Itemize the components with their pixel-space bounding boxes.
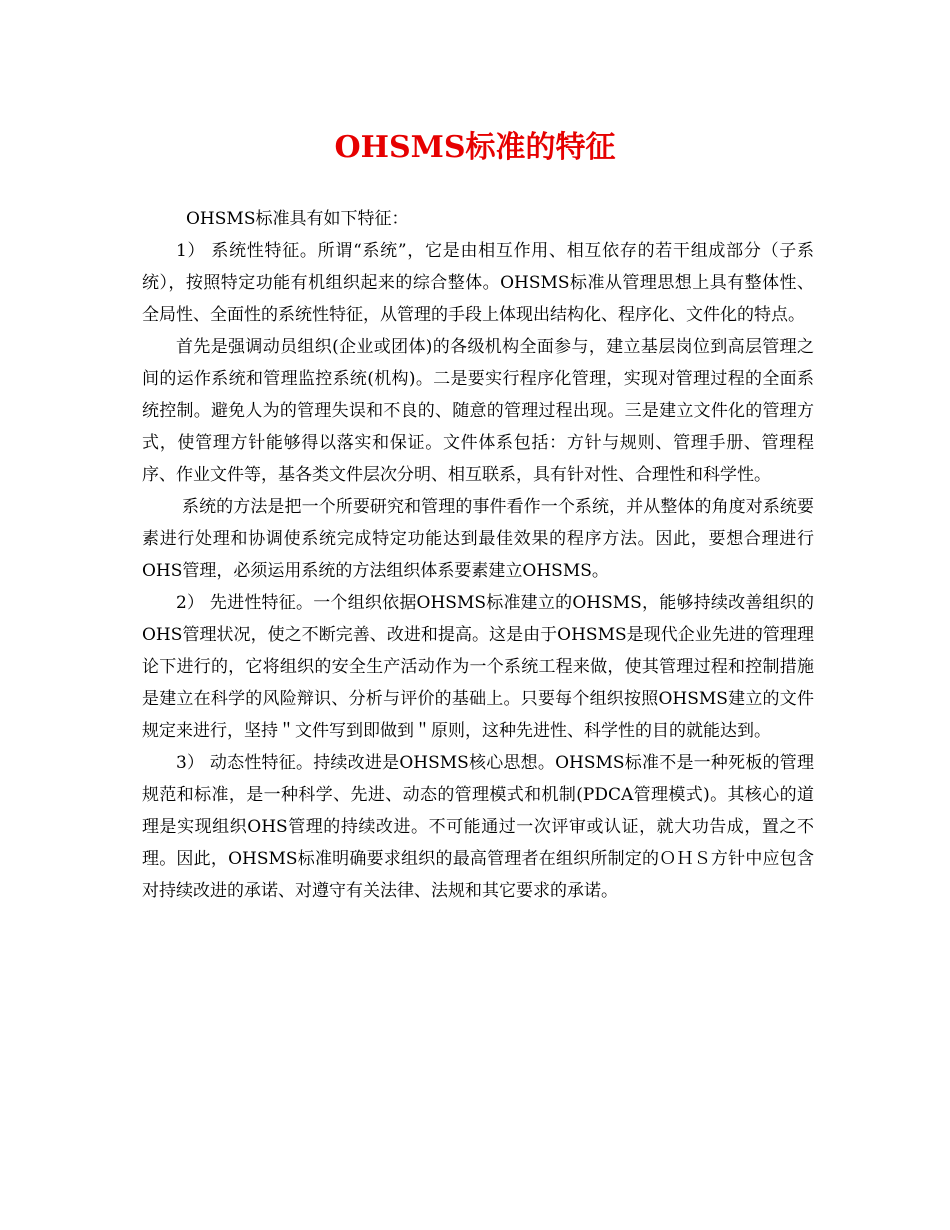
feature-1-detail-paragraph: 首先是强调动员组织(企业或团体)的各级机构全面参与，建立基层岗位到高层管理之间的运作系统和管理监控系统(机构)。二是要实行程序化管理，实现对管理过程的全面系统控制。避免人为的管理失误和不良的、随意的管理过程出现。三是建立文件化的管理方式，使管理方针能够得以落实和保证。文件体系包括：方针与规则、管理手册、管理程序、作业文件等，基各类文件层次分明、相互联系，具有针对性、合理性和科学性。 <box>142 337 814 485</box>
feature-3-paragraph: 3） 动态性特征。持续改进是OHSMS核心思想。OHSMS标准不是一种死板的管理规范和标准，是一种科学、先进、动态的管理模式和机制(PDCA管理模式)。其核心的道理是实现组织OHS管理的持续改进。不可能通过一次评审或认证，就大功告成，置之不理。因此，OHSMS标准明确要求组织的最高管理者在组织所制定的ＯＨＳ方针中应包含对持续改进的承诺、对遵守有关法律、法规和其它要求的承诺。 <box>142 753 814 901</box>
feature-1-paragraph: 1） 系统性特征。所谓“系统”，它是由相互作用、相互依存的若干组成部分（子系统），按照特定功能有机组织起来的综合整体。OHSMS标准从管理思想上具有整体性、全局性、全面性的系统性特征，从管理的手段上体现出结构化、程序化、文件化的特点。 <box>142 241 814 325</box>
document-title: OHSMS标准的特征 <box>334 130 616 165</box>
intro-paragraph: OHSMS标准具有如下特征： <box>186 209 409 229</box>
system-method-paragraph: 系统的方法是把一个所要研究和管理的事件看作一个系统，并从整体的角度对系统要素进行处理和协调使系统完成特定功能达到最佳效果的程序方法。因此，要想合理进行OHS管理，必须运用系统的方法组织体系要素建立OHSMS。 <box>142 497 814 581</box>
feature-2-paragraph: 2） 先进性特征。一个组织依据OHSMS标准建立的OHSMS，能够持续改善组织的OHS管理状况，使之不断完善、改进和提高。这是由于OHSMS是现代企业先进的管理理论下进行的，它将组织的安全生产活动作为一个系统工程来做，使其管理过程和控制措施是建立在科学的风险辩识、分析与评价的基础上。只要每个组织按照OHSMS建立的文件规定来进行，坚持＂文件写到即做到＂原则，这种先进性、科学性的目的就能达到。 <box>142 593 814 741</box>
document-body <box>142 203 814 907</box>
